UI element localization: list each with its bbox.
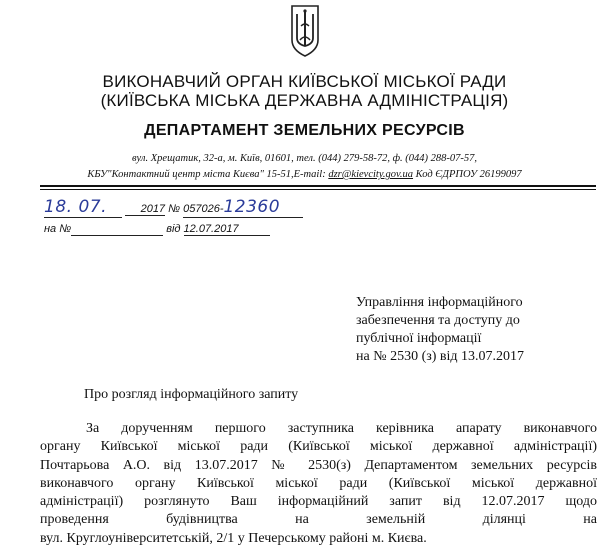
handwritten-number: 12360: [223, 197, 281, 217]
ukraine-trident-icon: [289, 4, 321, 58]
letter-body: [40, 420, 597, 548]
department-title: ДЕПАРТАМЕНТ ЗЕМЕЛЬНИХ РЕСУРСІВ: [144, 122, 465, 139]
body-line: Почтарьова А.О. від 13.07.2017 № 2530(з) Департаментом земельних ресурсів: [40, 457, 597, 473]
contact-address: вул. Хрещатик, 32-а, м. Київ, 01601, тел. (044) 279-58-72, ф. (044) 288-07-57,: [131, 153, 478, 164]
reply-date: 12.07.2017: [183, 223, 239, 235]
addressee-line: забезпечення та доступу до: [356, 313, 520, 328]
email-link[interactable]: dzr@kievcity.gov.ua: [328, 169, 414, 180]
reply-line: на № від 12.07.2017: [44, 223, 270, 236]
letter-subject: Про розгляд інформаційного запиту: [84, 387, 299, 402]
registration-line: 18. 07. 2017 № 057026-12360: [44, 197, 303, 218]
contact-details: КБУ"Контактний центр міста Києва" 15-51,E-mail: dzr@kievcity.gov.ua Код ЄДРПОУ 26199097: [87, 169, 522, 180]
body-line: органу Київської міської ради (Київської міської державної адміністрації): [40, 439, 597, 455]
header-rule-thick: [40, 185, 596, 187]
addressee-block: [356, 294, 576, 366]
body-line: адміністрації) розглянуто Ваш інформаційний запит від 12.07.2017 щодо: [40, 494, 597, 510]
body-line: виконавчого органу Київської міської ради (Київської міської державної: [40, 475, 597, 491]
addressee-line: Управління інформаційного: [356, 295, 523, 310]
registration-number-prefix: 057026-: [183, 203, 224, 215]
addressee-line: на № 2530 (з) від 13.07.2017: [356, 349, 525, 364]
handwritten-date: 18. 07.: [44, 197, 107, 217]
body-line: проведення будівництва на земельній ділянці на: [40, 512, 597, 528]
body-line: вул. Круглоуніверситетській, 2/1 у Печерському районі м. Києва.: [40, 530, 427, 546]
body-line: За дорученням першого заступника керівника апарату виконавчого: [86, 421, 597, 436]
addressee-line: публічної інформації: [356, 331, 482, 346]
org-title-line1: ВИКОНАВЧИЙ ОРГАН КИЇВСЬКОЇ МІСЬКОЇ РАДИ: [102, 72, 507, 91]
org-title-line2: (КИЇВСЬКА МІСЬКА ДЕРЖАВНА АДМІНІСТРАЦІЯ): [100, 91, 509, 110]
registration-year: 2017: [140, 203, 166, 215]
header-rule-thin: [40, 189, 596, 190]
